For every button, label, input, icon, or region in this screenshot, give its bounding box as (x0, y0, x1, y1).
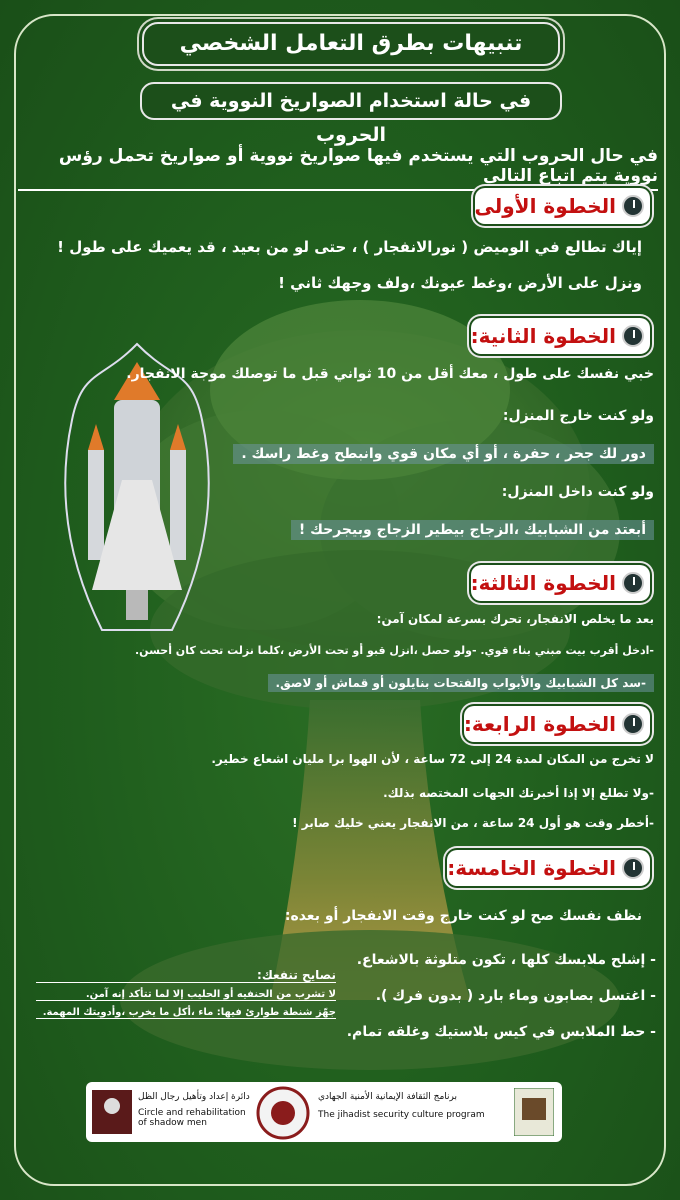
step-1-line-2: ونزل على الأرض ،وغط عيونك ،ولف وجهك ثاني ! (278, 274, 642, 292)
subtitle-box (140, 82, 562, 146)
step-3-header (471, 565, 650, 601)
step-2-line-2: ولو كنت خارج المنزل: (502, 408, 654, 424)
step-4-line-2: -ولا تطلع إلا إذا أخبرتك الجهات المختصه بذلك. (383, 786, 654, 800)
title-box (142, 22, 560, 66)
tips-heading: نصايح تنفعك: (36, 968, 336, 983)
step-5-line-3: - اغتسل بصابون وماء بارد ( بدون فرك ). (375, 988, 656, 1004)
rocket-illustration (52, 340, 222, 640)
org2-arabic: برنامج الثقافة الإيمانية الأمنية الجهادي (318, 1092, 458, 1102)
step-2-title: الخطوة الثانية: (470, 324, 616, 348)
tips-box (36, 968, 336, 1025)
page-subtitle: في حالة استخدام الصواريخ النووية في الحروب (170, 90, 532, 146)
clock-icon (622, 713, 644, 735)
step-5-line-2: - إشلح ملابسك كلها ، تكون متلوثة بالاشعاع. (356, 952, 656, 968)
step-2-line-3: دور لك جحر ، حفرة ، أو أي مكان قوي وانبطح وغط راسك . (233, 444, 654, 464)
step-4-title: الخطوة الرابعة: (463, 712, 616, 736)
security-program-seal (256, 1086, 310, 1140)
clock-icon (622, 857, 644, 879)
step-3-title: الخطوة الثالثة: (470, 571, 616, 595)
step-2-header (471, 318, 650, 354)
book-emblem-logo (514, 1088, 554, 1136)
step-1-title: الخطوة الأولى (474, 194, 616, 218)
step-5-line-1: نظف نفسك صح لو كنت خارج وقت الانفجار أو بعده: (284, 908, 642, 924)
step-5-title: الخطوة الخامسة: (447, 856, 616, 880)
step-4-line-1: لا تخرج من المكان لمدة 24 إلى 72 ساعة ، لأن الهوا برا مليان اشعاع خطير. (211, 752, 654, 766)
page-title: تنبيهات بطرق التعامل الشخصي (179, 31, 523, 56)
step-3-line-1: بعد ما يخلص الانفجار، تحرك بسرعة لمكان آمن: (376, 612, 654, 626)
step-3-line-3: -سد كل الشبابيك والأبواب والفتحات بنايلون أو قماش أو لاصق. (268, 674, 654, 692)
intro-text: في حال الحروب التي يستخدم فيها صواريخ نووية أو صواريخ تحمل رؤس نووية يتم اتباع التالي (18, 146, 658, 191)
clock-icon (622, 325, 644, 347)
clock-icon (622, 195, 644, 217)
step-2-line-4: ولو كنت داخل المنزل: (501, 484, 654, 500)
step-2-line-5: أبعتد من الشبابيك ،الزجاج بيطير الزجاج وبيجرحك ! (291, 520, 654, 540)
clock-icon (622, 572, 644, 594)
step-1-header (475, 188, 651, 224)
footer-logos (86, 1082, 562, 1142)
org2-english: The jihadist security culture program (318, 1110, 485, 1120)
step-5-line-4: - حط الملابس في كيس بلاستيك وغلقه تمام. (346, 1024, 656, 1040)
tips-line-2: جهّز شنطة طوارئ فيها: ماء ،أكل ما يخرب ،وأدويتك المهمة. (36, 1007, 336, 1019)
step-5-header (447, 850, 650, 886)
step-2-line-1: خبي نفسك على طول ، معك أقل من 10 ثواني قبل ما توصلك موجة الانفجار. (126, 366, 654, 382)
shadow-men-logo (92, 1090, 132, 1134)
tips-line-1: لا تشرب من الحنفيه أو الحليب إلا لما تتأكد إنه آمن. (36, 989, 336, 1001)
org1-arabic: دائرة إعداد وتأهيل رجال الظل (138, 1092, 250, 1102)
step-4-header (464, 706, 650, 742)
org1-english: Circle and rehabilitation of shadow men (138, 1108, 246, 1128)
step-4-line-3: -أخطر وقت هو أول 24 ساعة ، من الانفجار يعني خليك صابر ! (292, 816, 654, 830)
step-1-line-1: إياك تطالع في الوميض ( نورالانفجار ) ، حتى لو من بعيد ، قد يعميك على طول ! (57, 238, 642, 256)
step-3-line-2: -ادخل أقرب بيت مبني بناء قوي. -ولو حصل ،انزل قبو أو تحت الأرض ،كلما نزلت تحت كان أحسن. (135, 644, 654, 657)
